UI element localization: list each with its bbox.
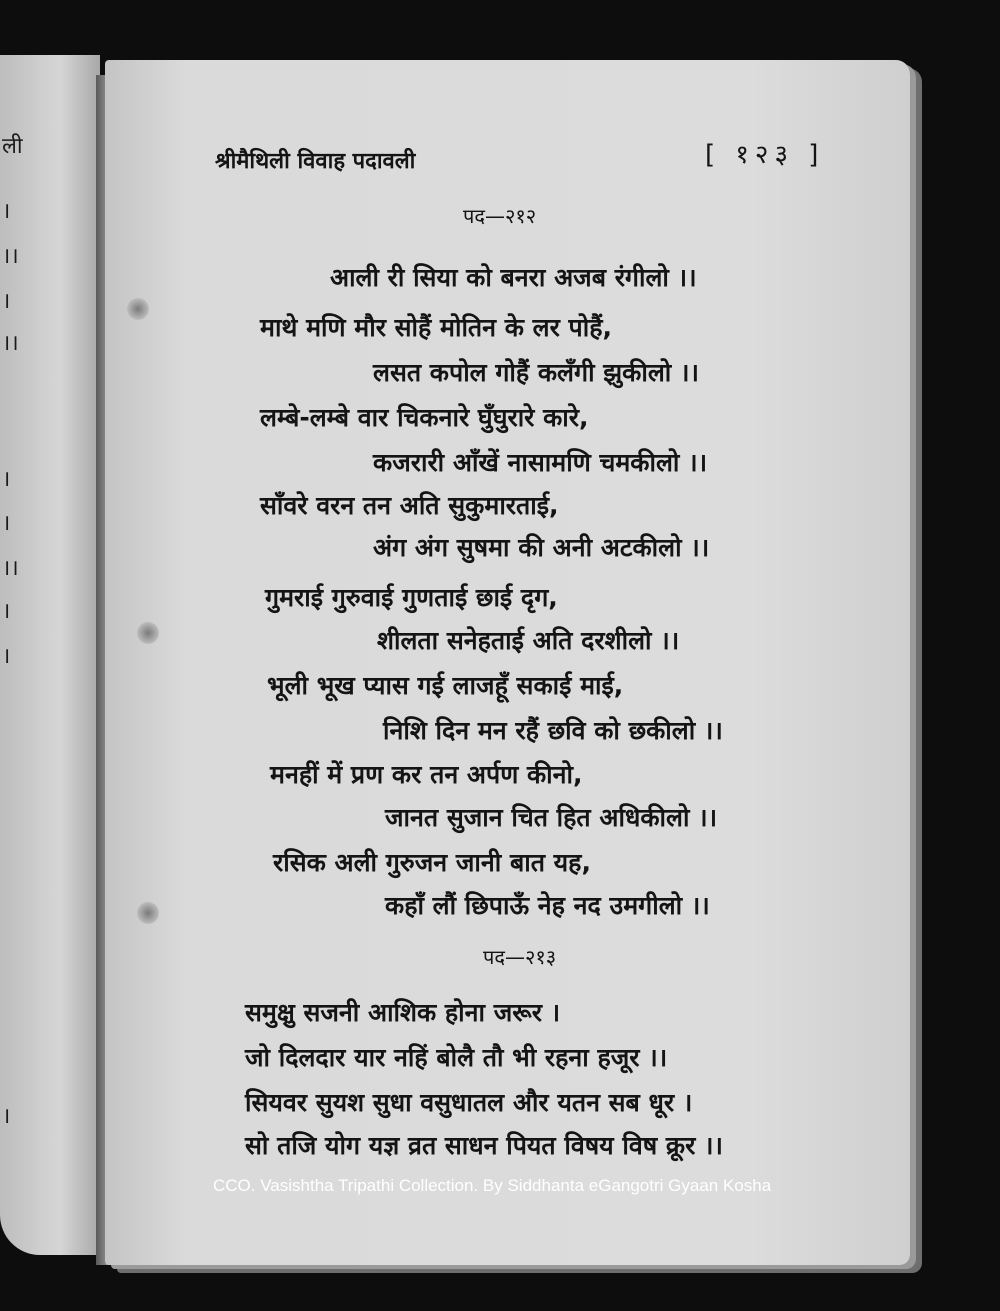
verse-line: जानत सुजान चित हित अधिकीलो ।। <box>385 803 718 832</box>
binding-hole <box>127 298 149 320</box>
left-page-line: । <box>2 599 11 624</box>
verse-line: माथे मणि मौर सोहैं मोतिन के लर पोहैं, <box>260 313 612 342</box>
pad-heading: पद—२१३ <box>483 945 557 969</box>
left-page-line: ।। <box>2 244 19 269</box>
left-page-line: । <box>2 1104 11 1129</box>
left-page-line: ली <box>2 134 23 159</box>
verse-line: कहाँ लौं छिपाऊँ नेह नद उमगीलो ।। <box>385 891 710 920</box>
left-page-line: । <box>2 199 11 224</box>
watermark: CCO. Vasishtha Tripathi Collection. By Siddhanta eGangotri Gyaan Kosha <box>213 1176 772 1195</box>
left-page-line: । <box>2 511 11 536</box>
verse-line: शीलता सनेहताई अति दरशीलो ।। <box>377 626 680 655</box>
left-page-line: ।। <box>2 331 19 356</box>
binding-hole <box>137 902 159 924</box>
page-number: [ १२३ ] <box>705 140 825 170</box>
verse-line: निशि दिन मन रहैं छवि को छकीलो ।। <box>383 716 723 745</box>
left-page <box>0 55 100 1255</box>
verse-line: समुक्षु सजनी आशिक होना जरूर । <box>245 998 561 1027</box>
verse-line: रसिक अली गुरुजन जानी बात यह, <box>273 848 591 877</box>
left-page-line: ।। <box>2 556 19 581</box>
verse-line: अंग अंग सुषमा की अनी अटकीलो ।। <box>373 533 710 562</box>
verse-line: जो दिलदार यार नहिं बोलै तौ भी रहना हजूर ।। <box>245 1043 668 1072</box>
left-page-line: । <box>2 644 11 669</box>
verse-line: गुमराई गुरुवाई गुणताई छाई दृग, <box>265 583 558 612</box>
book-page <box>105 60 910 1265</box>
verse-line: मनहीं में प्रण कर तन अर्पण कीनो, <box>270 760 583 789</box>
verse-line: लसत कपोल गोहैं कलँगी झुकीलो ।। <box>373 358 699 387</box>
binding-hole <box>137 622 159 644</box>
verse-line: सियवर सुयश सुधा वसुधातल और यतन सब धूर । <box>245 1088 693 1117</box>
verse-line: भूली भूख प्यास गई लाजहूँ सकाई माई, <box>267 671 624 700</box>
running-head: श्रीमैथिली विवाह पदावली <box>215 149 416 174</box>
verse-line: साँवरे वरन तन अति सुकुमारताई, <box>260 491 559 520</box>
left-page-line: । <box>2 467 11 492</box>
verse-line: लम्बे-लम्बे वार चिकनारे घुँघुरारे कारे, <box>260 403 589 432</box>
left-page-line: । <box>2 289 11 314</box>
pad-heading: पद—२१२ <box>463 204 537 228</box>
verse-line: कजरारी आँखें नासामणि चमकीलो ।। <box>373 448 708 477</box>
verse-line: आली री सिया को बनरा अजब रंगीलो ।। <box>330 263 697 292</box>
verse-line: सो तजि योग यज्ञ व्रत साधन पियत विषय विष क्रूर ।। <box>245 1131 723 1160</box>
